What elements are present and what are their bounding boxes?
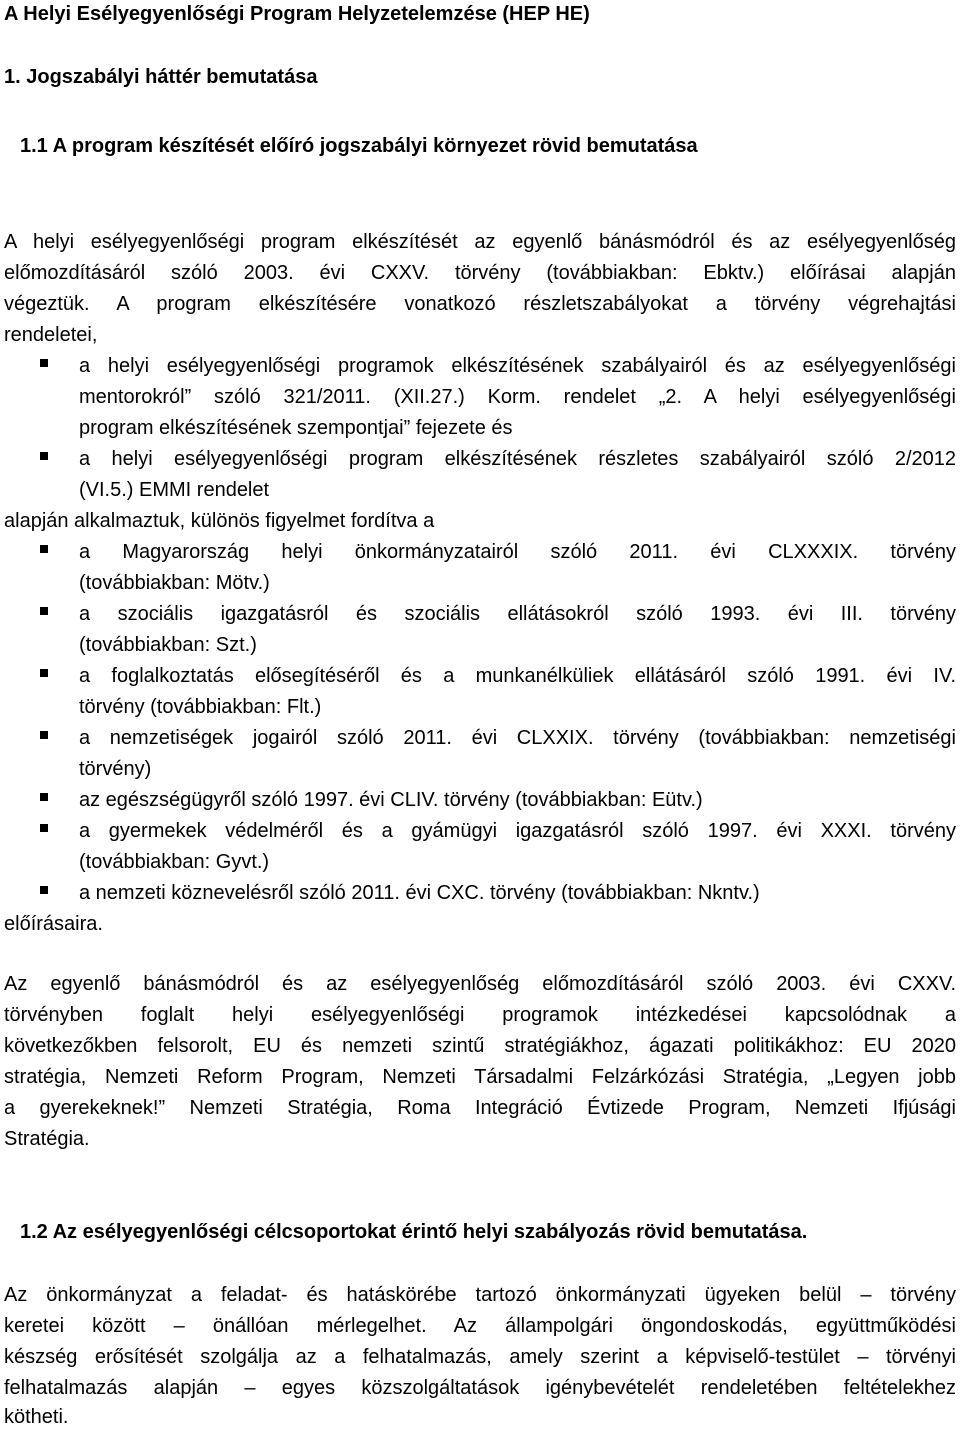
laws-outro: előírásaira. <box>4 913 103 935</box>
local-regulation-line: készség erősítését szolgálja az a felhatalmazás, amely szerint a képviselő-testület – törvényi <box>4 1346 956 1368</box>
section-1-heading: 1. Jogszabályi háttér bemutatása <box>4 66 318 88</box>
strategy-line: törvényben foglalt helyi esélyegyenlőségi programok intézkedései kapcsolódnak a <box>4 1004 956 1026</box>
strategy-line: Stratégia. <box>4 1128 90 1150</box>
strategy-line: következőkben felsorolt, EU és nemzeti szintű stratégiákhoz, ágazati politikákhoz: EU 2020 <box>4 1035 956 1057</box>
law-item-line: törvény (továbbiakban: Flt.) <box>79 696 322 718</box>
intro-line: előmozdításáról szóló 2003. évi CXXV. törvény (továbbiakban: Ebktv.) előírásai alapján <box>4 262 956 284</box>
law-item-line: a gyermekek védelméről és a gyámügyi igazgatásról szóló 1997. évi XXXI. törvény <box>79 820 956 842</box>
decree-item-line: (VI.5.) EMMI rendelet <box>79 479 270 501</box>
bullet-icon <box>40 669 48 677</box>
law-item-line: a Magyarország helyi önkormányzatairól szóló 2011. évi CLXXXIX. törvény <box>79 541 956 563</box>
law-item-line: a nemzetiségek jogairól szóló 2011. évi CLXXIX. törvény (továbbiakban: nemzetiségi <box>79 727 956 749</box>
bullet-icon <box>40 793 48 801</box>
law-item-line: (továbbiakban: Mötv.) <box>79 572 270 594</box>
bullet-icon <box>40 545 48 553</box>
bullet-icon <box>40 886 48 894</box>
section-1-1-heading: 1.1 A program készítését előíró jogszabályi környezet rövid bemutatása <box>20 135 698 157</box>
bullet-icon <box>40 359 48 367</box>
law-item-line: (továbbiakban: Gyvt.) <box>79 851 270 873</box>
law-item-line: az egészségügyről szóló 1997. évi CLIV. törvény (továbbiakban: Eütv.) <box>79 789 703 811</box>
intro-line: végeztük. A program elkészítésére vonatkozó részletszabályokat a törvény végrehajtási <box>4 293 956 315</box>
decree-item-line: program elkészítésének szempontjai” fejezete és <box>79 417 513 439</box>
strategy-line: Az egyenlő bánásmódról és az esélyegyenlőség előmozdításáról szóló 2003. évi CXXV. <box>4 973 956 995</box>
decree-item-line: mentorokról” szóló 321/2011. (XII.27.) Korm. rendelet „2. A helyi esélyegyenlőségi <box>79 386 956 408</box>
local-regulation-line: felhatalmazás alapján – egyes közszolgáltatások igénybevételét rendeletében feltételekhez <box>4 1377 956 1399</box>
intro-line: rendeletei, <box>4 324 98 346</box>
bullet-icon <box>40 824 48 832</box>
strategy-line: stratégia, Nemzeti Reform Program, Nemzeti Társadalmi Felzárkózási Stratégia, „Legyen jobb <box>4 1066 956 1088</box>
local-regulation-line: keretei között – önállóan mérlegelhet. Az állampolgári öngondoskodás, együttműködési <box>4 1315 956 1337</box>
law-item-line: a szociális igazgatásról és szociális ellátásokról szóló 1993. évi III. törvény <box>79 603 956 625</box>
bullet-icon <box>40 452 48 460</box>
strategy-line: a gyerekeknek!” Nemzeti Stratégia, Roma Integráció Évtizede Program, Nemzeti Ifjúsági <box>4 1097 956 1119</box>
laws-intro: alapján alkalmaztuk, különös figyelmet fordítva a <box>4 510 435 532</box>
bullet-icon <box>40 731 48 739</box>
decree-item-line: a helyi esélyegyenlőségi programok elkészítésének szabályairól és az esélyegyenlőségi <box>79 355 956 377</box>
decree-item-line: a helyi esélyegyenlőségi program elkészítésének részletes szabályairól szóló 2/2012 <box>79 448 956 470</box>
bullet-icon <box>40 607 48 615</box>
law-item-line: a nemzeti köznevelésről szóló 2011. évi CXC. törvény (továbbiakban: Nkntv.) <box>79 882 760 904</box>
local-regulation-line: kötheti. <box>4 1406 69 1428</box>
law-item-line: törvény) <box>79 758 152 780</box>
intro-line: A helyi esélyegyenlőségi program elkészítését az egyenlő bánásmódról és az esélyegyenlőség <box>4 231 956 253</box>
law-item-line: a foglalkoztatás elősegítéséről és a munkanélküliek ellátásáról szóló 1991. évi IV. <box>79 665 956 687</box>
law-item-line: (továbbiakban: Szt.) <box>79 634 257 656</box>
section-1-2-heading: 1.2 Az esélyegyenlőségi célcsoportokat érintő helyi szabályozás rövid bemutatása. <box>20 1221 808 1243</box>
document-title: A Helyi Esélyegyenlőségi Program Helyzetelemzése (HEP HE) <box>4 3 590 25</box>
local-regulation-line: Az önkormányzat a feladat- és hatáskörébe tartozó önkormányzati ügyeken belül – törvény <box>4 1284 956 1306</box>
